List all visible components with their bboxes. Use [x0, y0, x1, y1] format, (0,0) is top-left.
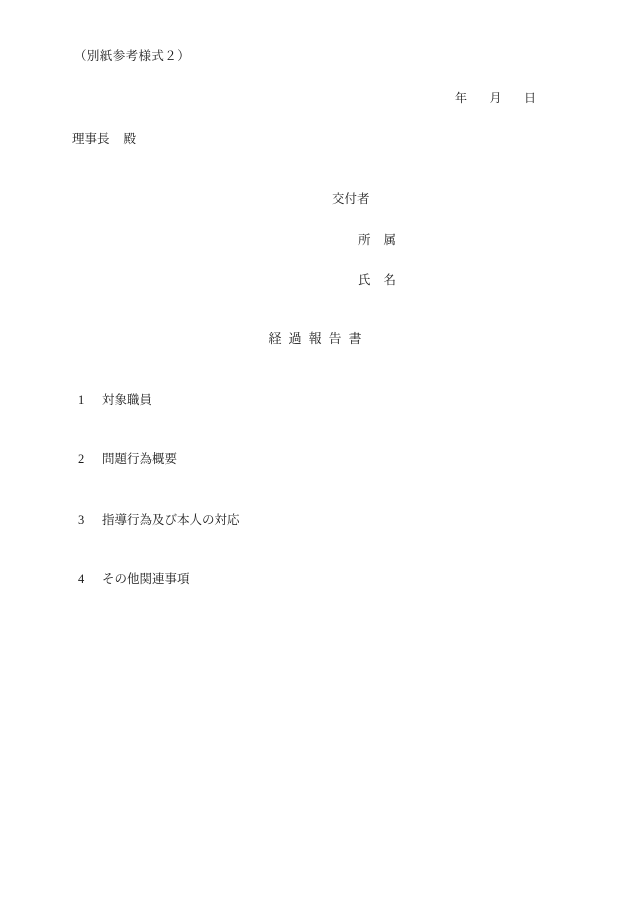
- name-field-label: [358, 270, 396, 288]
- section-item-3: [78, 510, 240, 528]
- name-label-part1: 氏: [358, 273, 371, 287]
- addressee-honorific: 殿: [123, 132, 137, 146]
- section-label-4: その他関連事項: [102, 572, 190, 586]
- date-line: [455, 89, 537, 106]
- section-number-3: 3: [78, 513, 85, 527]
- affiliation-label-part1: 所: [358, 233, 371, 247]
- date-day-label: 日: [524, 91, 537, 105]
- section-number-4: 4: [78, 572, 85, 586]
- date-month-label: 月: [489, 91, 503, 105]
- page-title: 経過報告書: [268, 331, 369, 346]
- section-item-2: [78, 449, 177, 467]
- section-label-3: 指導行為及び本人の対応: [102, 513, 240, 527]
- affiliation-label-part2: 属: [383, 233, 397, 247]
- section-item-4: [78, 569, 190, 587]
- form-style-tag: （別紙参考様式２）: [74, 49, 191, 63]
- section-label-1: 対象職員: [102, 393, 153, 407]
- section-number-2: 2: [78, 452, 85, 466]
- section-number-1: 1: [78, 393, 85, 407]
- section-item-1: [78, 390, 152, 408]
- name-label-part2: 名: [383, 273, 397, 287]
- issuer-label: 交付者: [332, 192, 370, 206]
- section-label-2: 問題行為概要: [102, 452, 178, 466]
- addressee-title: 理事長: [72, 132, 110, 146]
- affiliation-field-label: [358, 230, 396, 248]
- addressee-line: [72, 129, 136, 147]
- date-year-label: 年: [455, 91, 468, 105]
